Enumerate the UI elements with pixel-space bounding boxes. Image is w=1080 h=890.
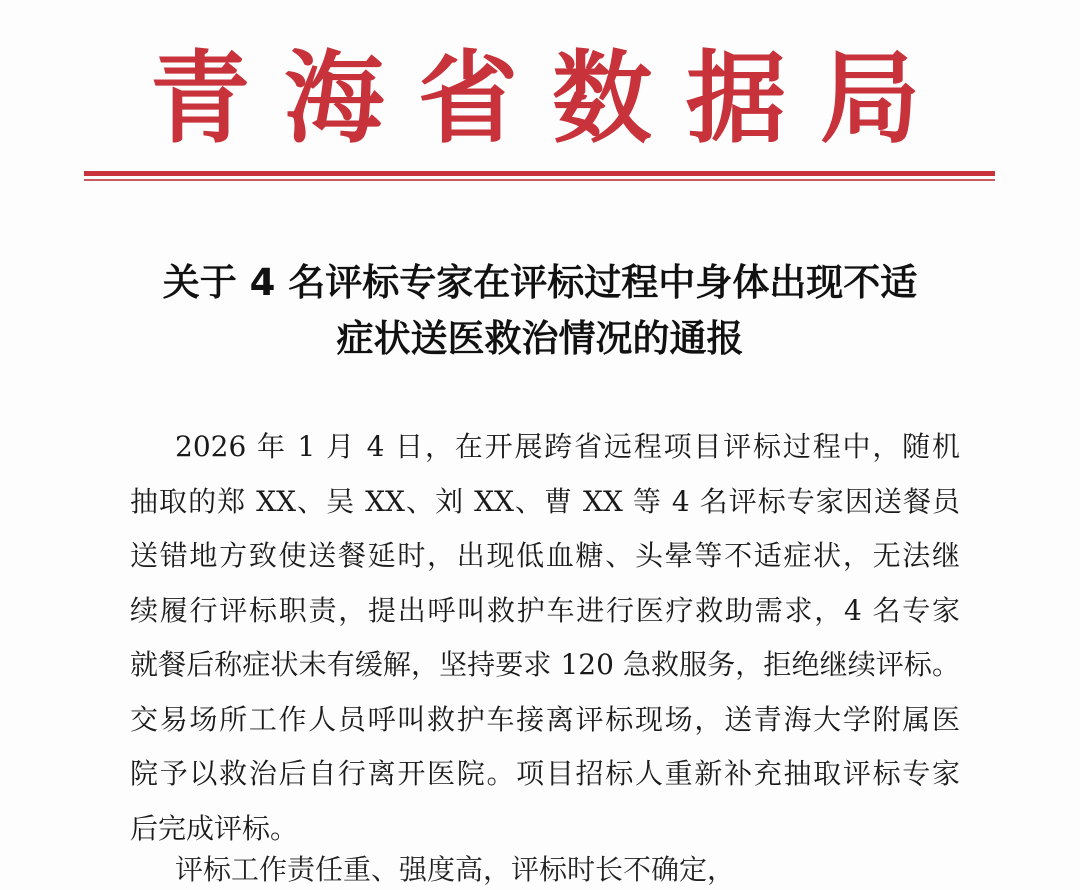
masthead-char: 数 [552, 39, 652, 157]
body-line: 就餐后称症状未有缓解，坚持要求 120 急救服务，拒绝继续评标。 [130, 648, 960, 681]
body-line: 续履行评标职责，提出呼叫救护车进行医疗救助需求，4 名专家 [130, 593, 960, 627]
masthead-char: 局 [820, 39, 920, 157]
red-divider-thin [84, 179, 995, 181]
masthead-char: 省 [418, 39, 518, 157]
masthead-char: 据 [686, 39, 786, 157]
document-title-line-2: 症状送医救治情况的通报 [336, 317, 744, 360]
document-title-line-1: 关于 4 名评标专家在评标过程中身体出现不适 [162, 261, 918, 304]
masthead-title [150, 38, 920, 158]
body-line: 抽取的郑 XX、吴 XX、刘 XX、曹 XX 等 4 名评标专家因送餐员 [130, 484, 960, 518]
masthead-char: 海 [284, 39, 384, 157]
body-line: 交易场所工作人员呼叫救护车接离评标现场，送青海大学附属医 [130, 702, 960, 736]
masthead-char: 青 [150, 39, 250, 157]
body-line: 后完成评标。 [130, 811, 299, 845]
red-divider-thick [84, 171, 995, 176]
body-line-partial: 评标工作责任重、强度高，评标时长不确定， [175, 853, 736, 886]
body-line: 2026 年 1 月 4 日，在开展跨省远程项目评标过程中，随机 [175, 430, 960, 463]
document-body [130, 420, 960, 856]
body-line: 院予以救治后自行离开医院。项目招标人重新补充抽取评标专家 [130, 757, 960, 790]
body-line: 送错地方致使送餐延时，出现低血糖、头晕等不适症状，无法继 [130, 539, 960, 572]
